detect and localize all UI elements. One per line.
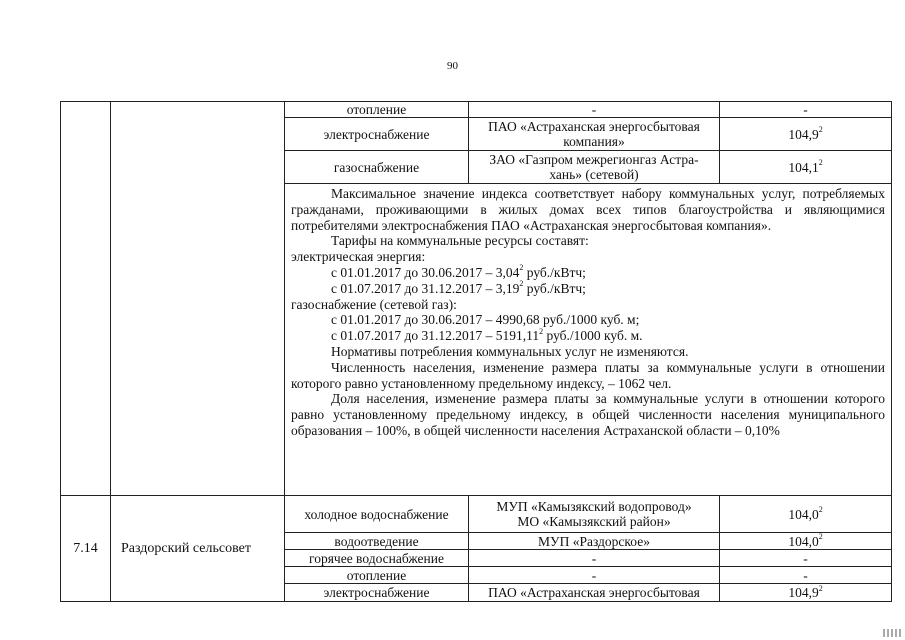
provider-cell <box>469 102 720 118</box>
tariff-table <box>60 101 892 602</box>
provider-cell <box>469 533 720 550</box>
index-cell <box>720 118 892 151</box>
tariff-text: с 01.07.2017 до 31.12.2017 – 3,19 <box>331 280 520 296</box>
tariff-line <box>291 281 885 297</box>
index-footnote: 2 <box>818 532 823 541</box>
index-footnote: 2 <box>818 125 823 134</box>
page-number: 90 <box>447 60 458 72</box>
index-cell <box>720 496 892 533</box>
note-paragraph: Тарифы на коммунальные ресурсы составят: <box>331 233 589 249</box>
table-row <box>61 496 892 533</box>
index-value: 104,0 <box>788 506 819 522</box>
index-value: 104,1 <box>788 159 819 175</box>
index-cell <box>720 533 892 550</box>
provider-line: - <box>591 567 597 583</box>
provider-line: компания» <box>563 134 625 149</box>
index-cell <box>720 550 892 567</box>
provider-line: МУП «Раздорское» <box>538 533 650 549</box>
provider-cell <box>469 584 720 602</box>
tariff-text: с 01.01.2017 до 30.06.2017 – 3,04 <box>331 264 520 280</box>
tariff-footnote: 2 <box>539 326 544 336</box>
index-value: - <box>803 550 808 566</box>
entry-number: 7.14 <box>61 496 111 602</box>
index-cell <box>720 102 892 118</box>
note-cell <box>285 184 892 496</box>
provider-line: МО «Камызякский район» <box>517 514 671 529</box>
note-paragraph: Численность населения, изменение размера платы за коммунальные услуги в отношении которого равно установленному предельному индексу, – 1062 чел. <box>291 359 885 391</box>
note-paragraph: Максимальное значение индекса соответствует набору коммунальных услуг, потребляемых гражданами, проживающими в жилых домах всех типов благоустройства и являющимися потребителями электроснабжения ПАО «Астраханская энергосбытовая компания». <box>291 186 885 233</box>
note-paragraph: Доля населения, изменение размера платы за коммунальные услуги в отношении которого равно установленному предельному индексу, в общей численности населения муниципального образования – 100%, в общей численности населения Астраханской области – 0,10% <box>291 391 885 438</box>
provider-line: - <box>591 550 597 566</box>
provider-cell <box>469 496 720 533</box>
tariff-unit: руб./1000 куб. м. <box>543 328 643 344</box>
index-cell <box>720 567 892 584</box>
tariff-text: с 01.01.2017 до 30.06.2017 – 4990,68 руб./1000 куб. м; <box>331 312 640 328</box>
tariff-unit: руб./кВтч; <box>523 264 586 280</box>
provider-line: МУП «Камызякский водопровод» <box>496 499 692 514</box>
index-value: 104,9 <box>788 585 819 600</box>
number-cell-empty <box>61 102 111 496</box>
provider-cell <box>469 567 720 584</box>
tariff-line <box>291 312 885 328</box>
scan-mark <box>883 629 901 637</box>
index-value: - <box>803 567 808 583</box>
service-cell: водоотведение <box>285 533 469 550</box>
service-cell: электроснабжение <box>285 118 469 151</box>
service-cell: холодное водоснабжение <box>285 496 469 533</box>
index-value: - <box>803 102 808 117</box>
provider-line: - <box>591 102 597 117</box>
tariff-footnote: 2 <box>519 263 524 273</box>
tariff-line <box>291 265 885 281</box>
index-cell <box>720 584 892 602</box>
tariff-line <box>291 328 885 344</box>
tariff-footnote: 2 <box>519 279 524 289</box>
tariff-text: с 01.07.2017 до 31.12.2017 – 5191,11 <box>331 328 540 344</box>
index-footnote: 2 <box>818 505 823 514</box>
name-cell-empty <box>111 102 285 496</box>
index-value: 104,0 <box>788 533 819 549</box>
service-cell: газоснабжение <box>285 151 469 184</box>
service-cell: отопление <box>285 567 469 584</box>
service-cell: отопление <box>285 102 469 118</box>
tariff-unit: руб./кВтч; <box>523 280 586 296</box>
service-cell: горячее водоснабжение <box>285 550 469 567</box>
index-footnote: 2 <box>818 158 823 167</box>
note-paragraph: электрическая энергия: <box>291 249 426 265</box>
provider-line: хань» (сетевой) <box>549 167 639 182</box>
provider-cell <box>469 118 720 151</box>
provider-line: ЗАО «Газпром межрегионгаз Астра- <box>489 152 699 167</box>
provider-line: ПАО «Астраханская энергосбытовая <box>488 119 700 134</box>
note-paragraph: газоснабжение (сетевой газ): <box>291 296 457 312</box>
index-value: 104,9 <box>788 126 819 142</box>
provider-line: ПАО «Астраханская энергосбытовая <box>488 585 700 600</box>
provider-cell <box>469 550 720 567</box>
note-paragraph: Нормативы потребления коммунальных услуг не изменяются. <box>331 343 689 359</box>
service-cell: электроснабжение <box>285 584 469 602</box>
index-footnote: 2 <box>818 583 823 593</box>
index-cell <box>720 151 892 184</box>
provider-cell <box>469 151 720 184</box>
table-row <box>61 102 892 118</box>
entry-name: Раздорский сельсовет <box>111 496 285 602</box>
